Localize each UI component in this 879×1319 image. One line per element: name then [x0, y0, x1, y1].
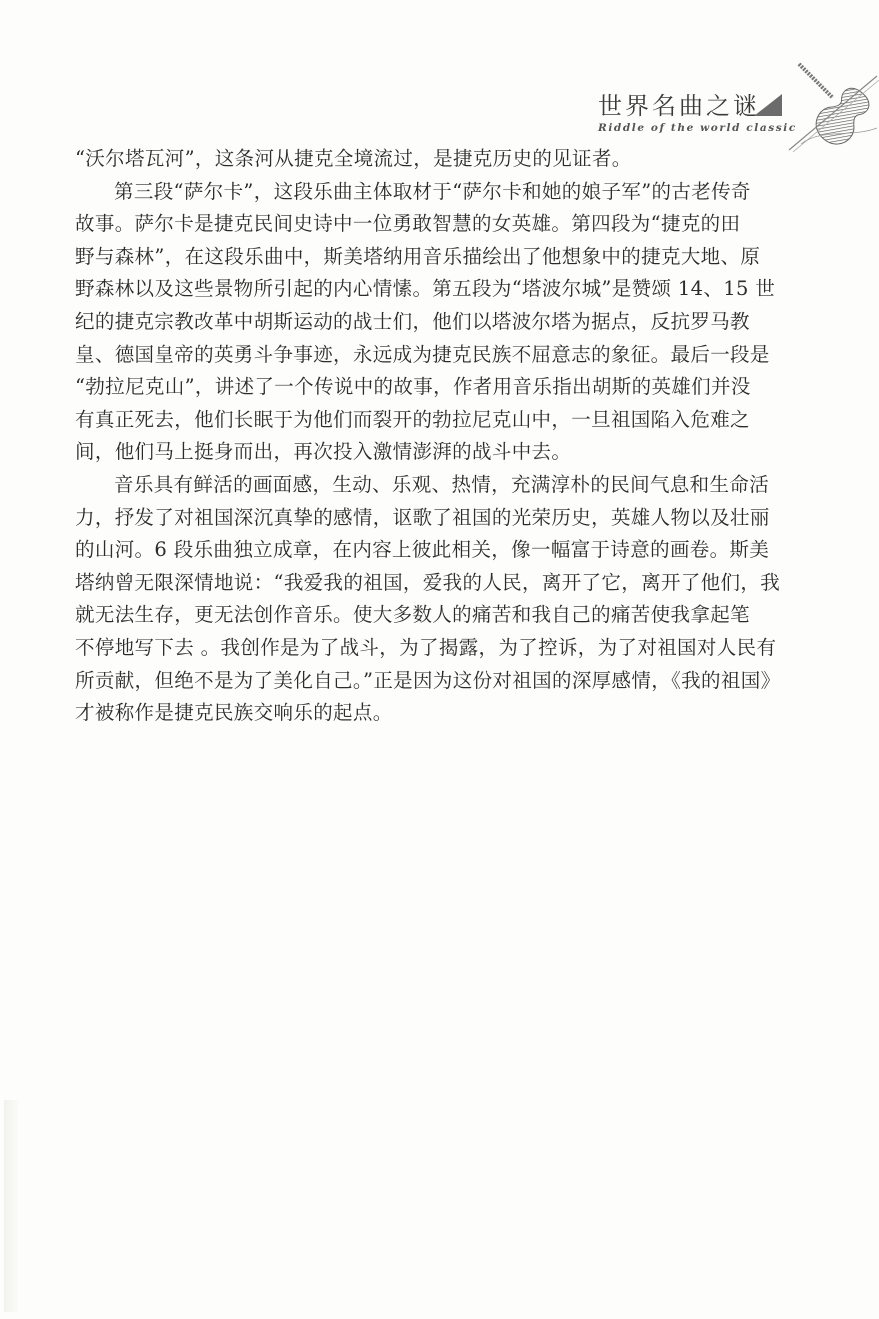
- text-line: 有真正死去，他们长眠于为他们而裂开的勃拉尼克山中，一旦祖国陷入危难之: [75, 407, 750, 431]
- text-line: 的山河。6 段乐曲独立成章，在内容上彼此相关，像一幅富于诗意的画卷。斯美: [75, 538, 770, 562]
- header-title: 世界名曲之谜: [598, 92, 760, 120]
- text-line: 不停地写下去 。我创作是为了战斗，为了揭露，为了控诉，为了对祖国对人民有: [75, 635, 777, 659]
- text-line: 野森林以及这些景物所引起的内心情愫。第五段为“塔波尔城”是赞颂 14、15 世: [75, 277, 776, 301]
- text-line: 才被称作是捷克民族交响乐的起点。: [75, 701, 393, 725]
- text-line: 就无法生存，更无法创作音乐。使大多数人的痛苦和我自己的痛苦使我拿起笔: [75, 603, 750, 627]
- text-line: 所贡献，但绝不是为了美化自己。”正是因为这份对祖国的深厚感情，《我的祖国》: [75, 668, 781, 692]
- text-line: 野与森林”，在这段乐曲中，斯美塔纳用音乐描绘出了他想象中的捷克大地、原: [75, 244, 761, 268]
- body-text: [75, 143, 843, 730]
- text-line: 故事。萨尔卡是捷克民间史诗中一位勇敢智慧的女英雄。第四段为“捷克的田: [75, 212, 741, 236]
- text-line: 皇、德国皇帝的英勇斗争事迹，永远成为捷克民族不屈意志的象征。最后一段是: [75, 342, 770, 366]
- text-line: 力，抒发了对祖国深沉真挚的感情，讴歌了祖国的光荣历史，英雄人物以及壮丽: [75, 505, 770, 529]
- text-line: 塔纳曾无限深情地说：“我爱我的祖国，爱我的人民，离开了它，离开了他们，我: [75, 570, 781, 594]
- text-line: 纪的捷克宗教改革中胡斯运动的战士们，他们以塔波尔塔为据点，反抗罗马教: [75, 309, 750, 333]
- header-subtitle: Riddle of the world classic: [598, 122, 797, 134]
- page-edge-shadow: [4, 1100, 18, 1312]
- text-line: 音乐具有鲜活的画面感，生动、乐观、热情，充满淳朴的民间气息和生命活: [114, 472, 770, 496]
- text-line: 间，他们马上挺身而出，再次投入激情澎湃的战斗中去。: [75, 440, 572, 464]
- text-line: 第三段“萨尔卡”，这段乐曲主体取材于“萨尔卡和她的娘子军”的古老传奇: [114, 179, 751, 203]
- text-line: “勃拉尼克山”，讲述了一个传说中的故事，作者用音乐指出胡斯的英雄们并没: [75, 375, 751, 399]
- text-line: “沃尔塔瓦河”，这条河从捷克全境流过，是捷克历史的见证者。: [75, 147, 632, 170]
- triangle-ornament-icon: [754, 94, 782, 116]
